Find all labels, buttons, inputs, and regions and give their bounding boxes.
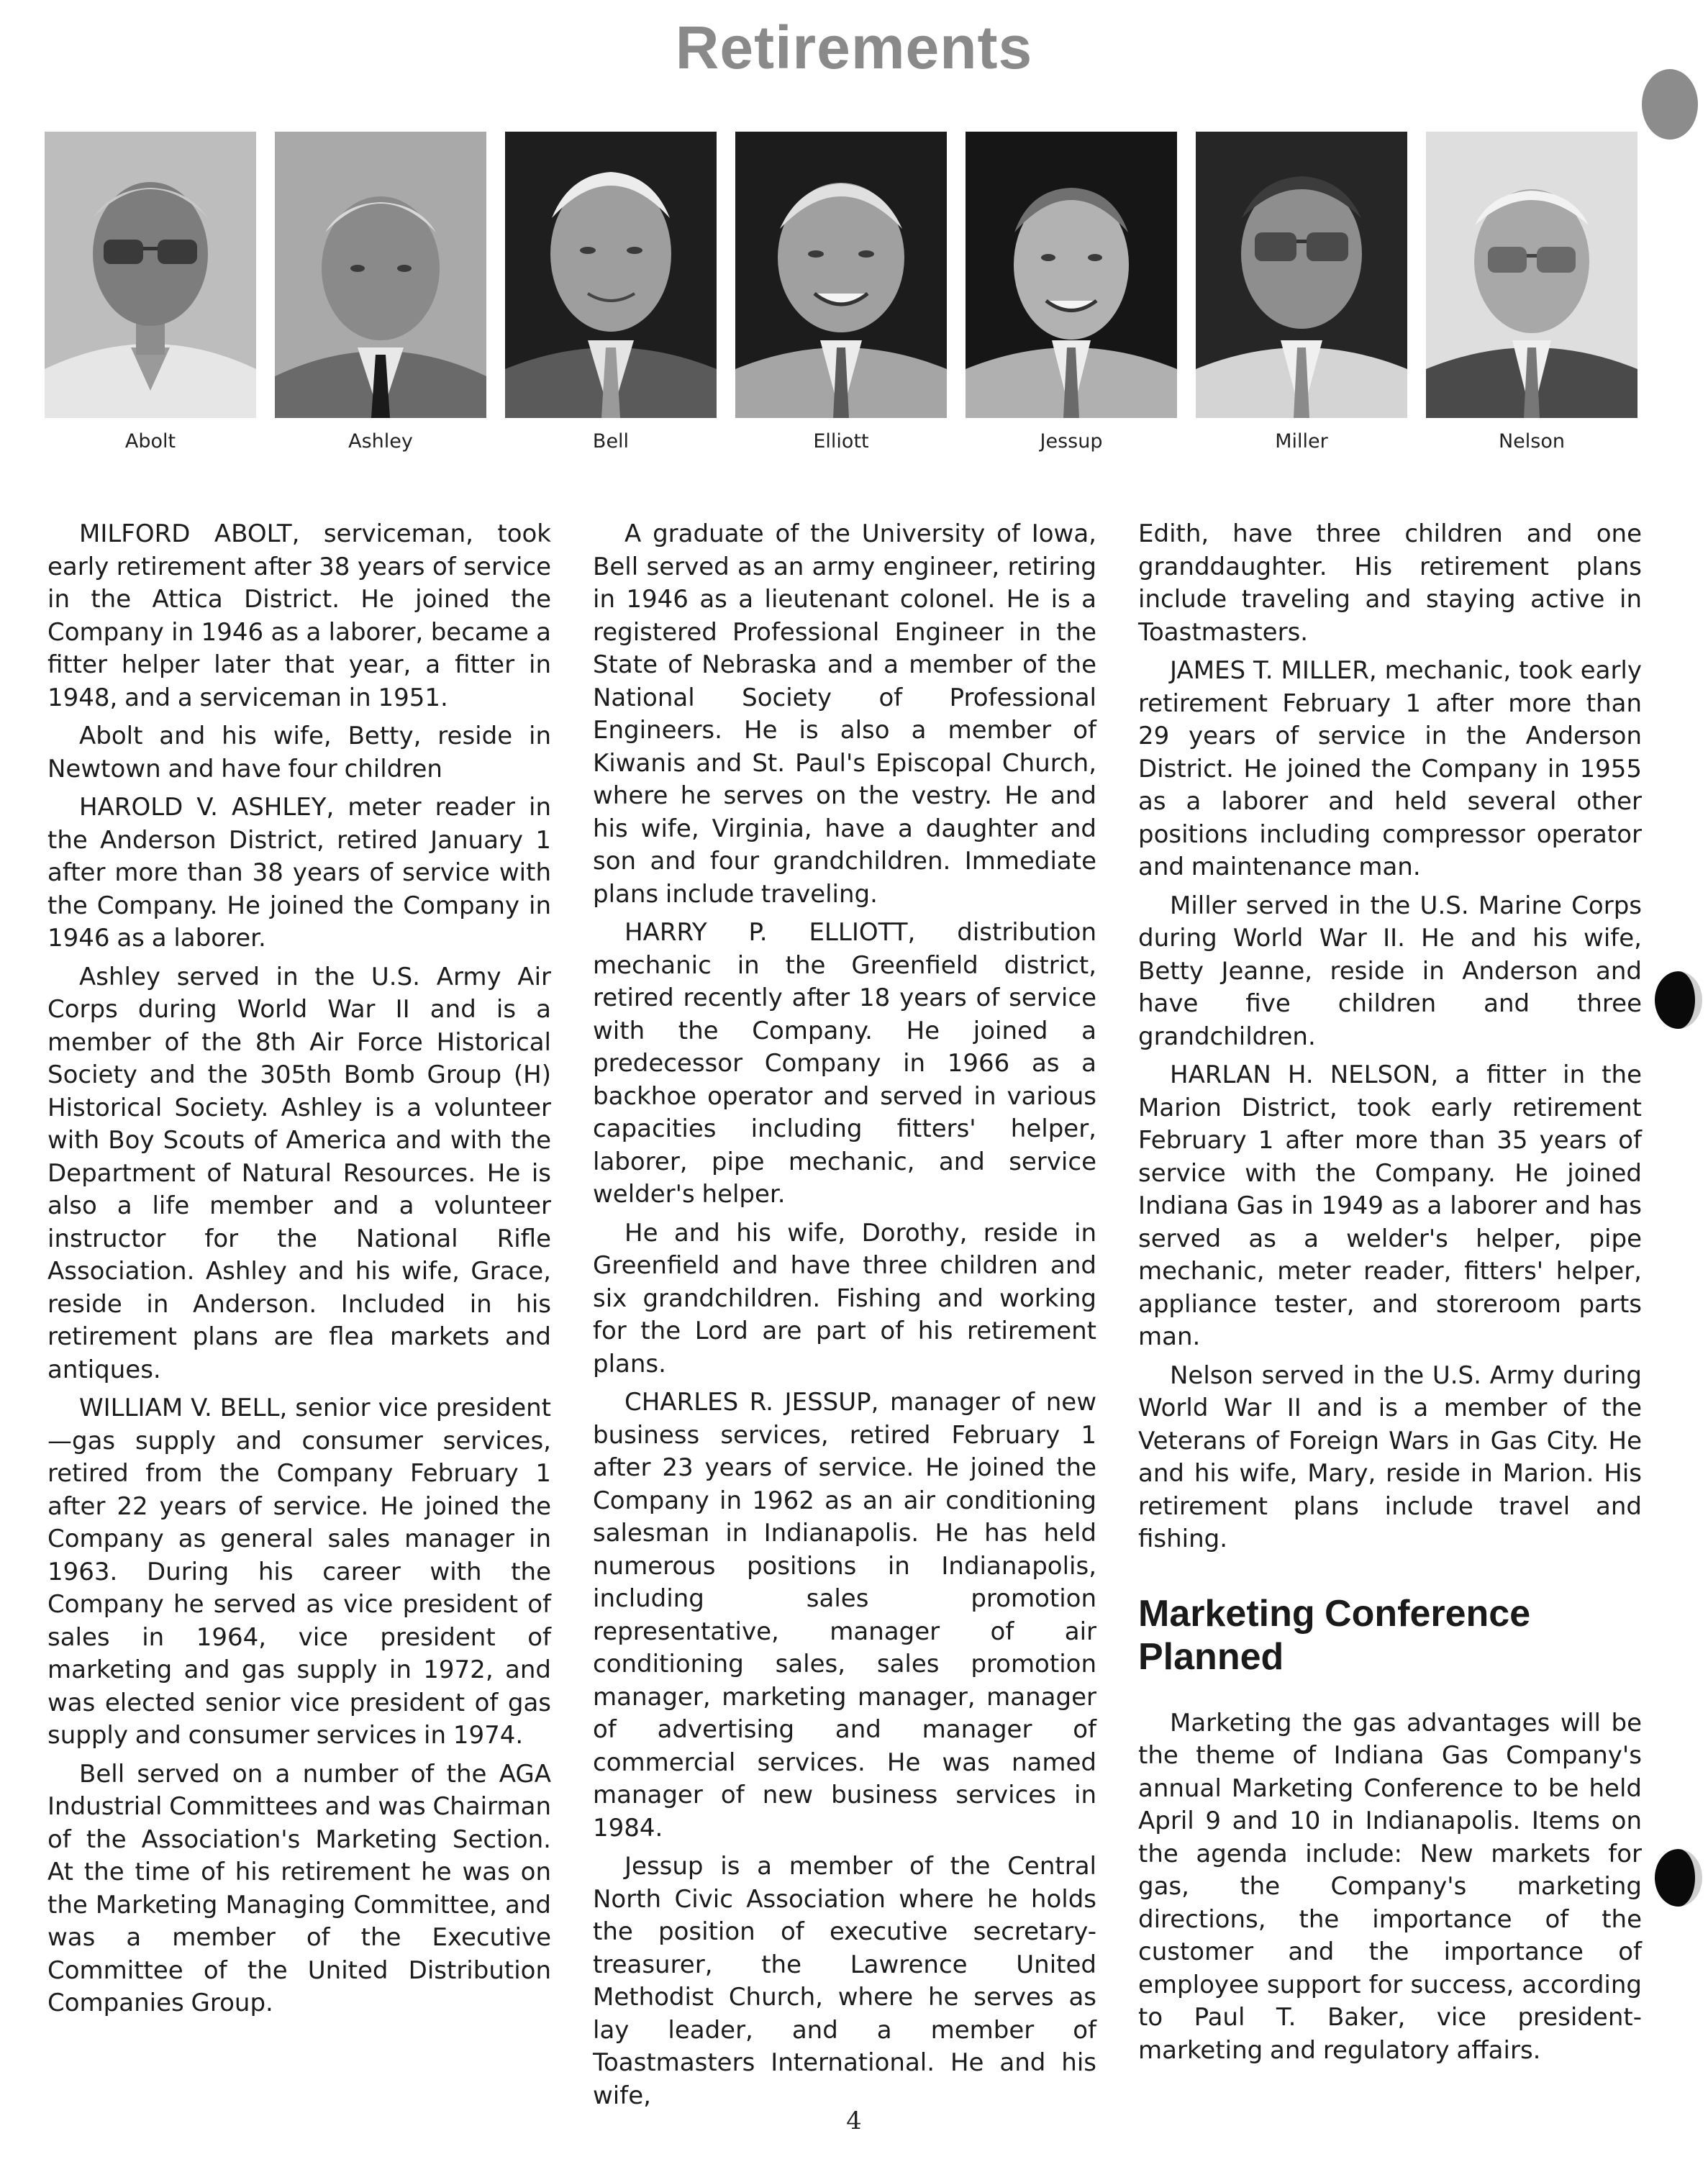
article-paragraph: Miller served in the U.S. Marine Corps during World War II. He and his wife, Betty Jeanne, reside in Anderson and have five children and three grandchildren.: [1138, 891, 1642, 1051]
text-column-3: [1138, 518, 1642, 2067]
photo-caption: Miller: [1275, 430, 1328, 453]
article-paragraph: Jessup is a member of the Central North Civic Association where he holds the position of executive secretary-treasurer, the Lawrence United Methodist Church, where he serves as lay leader, and a member of Toastmasters International. He and his wife,: [593, 1852, 1096, 2110]
portrait-photo: [505, 132, 717, 418]
page-number: 4: [846, 2107, 862, 2135]
punch-hole-icon: [1642, 69, 1698, 140]
portrait-photo: [1196, 132, 1407, 418]
article-paragraph: A graduate of the University of Iowa, Bell served as an army engineer, retiring in 1946 as a lieutenant colonel. He is a registered Professional Engineer in the State of Nebraska and a member of the National Society of Professional Engineers. He is also a member of Kiwanis and St. Paul's Episcopal Church, where he serves on the vestry. He and his wife, Virginia, have a daughter and son and four grandchildren. Immediate plans include traveling.: [593, 519, 1096, 909]
photo-caption: Elliott: [813, 430, 869, 453]
article-paragraph: HARLAN H. NELSON, a fitter in the Marion District, took early retirement February 1 after more than 35 years of service with the Company. He joined Indiana Gas in 1949 as a laborer and has served as a welder's helper, pipe mechanic, meter reader, fitters' helper, appliance tester, and storeroom parts man.: [1138, 1060, 1642, 1351]
article-paragraph: CHARLES R. JESSUP, manager of new business services, retired February 1 after 23 years of service. He joined the Company in 1962 as an air conditioning salesman in Indianapolis. He has held numerous positions in Indianapolis, including sales promotion representative, manager of air conditioning sales, sales promotion manager, marketing manager, manager of advertising and manager of commercial services. He was named manager of new business services in 1984.: [593, 1388, 1096, 1843]
article-paragraph: WILLIAM V. BELL, senior vice president—gas supply and consumer services, retired from the Company February 1 after 22 years of service. He joined the Company as general sales manager in 1963. During his career with the Company he served as vice president of sales in 1964, vice president of marketing and gas supply in 1972, and was elected senior vice president of gas supply and consumer services in 1974.: [47, 1394, 551, 1750]
article-paragraph: MILFORD ABOLT, serviceman, took early retirement after 38 years of service in the Attica District. He joined the Company in 1946 as a laborer, became a fitter helper later that year, a fitter in 1948, and a serviceman in 1951.: [47, 519, 551, 712]
portrait-photo: [735, 132, 947, 418]
page-title: Retirements: [675, 14, 1033, 81]
photo-caption: Jessup: [1040, 430, 1103, 453]
portrait-photo: [45, 132, 256, 418]
article-paragraph: Nelson served in the U.S. Army during World War II and is a member of the Veterans of Foreign Wars in Gas City. He and his wife, Mary, reside in Marion. His retirement plans include travel and fishing.: [1138, 1360, 1642, 1553]
photo-caption: Nelson: [1498, 430, 1565, 453]
article-paragraph: Ashley served in the U.S. Army Air Corps during World War II and is a member of the 8th Air Force Historical Society and the 305th Bomb Group (H) Historical Society. Ashley is a volunteer with Boy Scouts of America and with the Department of Natural Resources. He is also a life member and a volunteer instructor for the National Rifle Association. Ashley and his wife, Grace, reside in Anderson. Included in his retirement plans are flea markets and antiques.: [47, 962, 551, 1384]
text-column-2: [593, 518, 1096, 2118]
article-paragraph: HARRY P. ELLIOTT, distribution mechanic in the Greenfield district, retired recently after 18 years of service with the Company. He joined a predecessor Company in 1966 as a backhoe operator and served in various capacities including fitters' helper, laborer, pipe mechanic, and service welder's helper.: [593, 918, 1096, 1209]
photo-caption: Abolt: [124, 430, 176, 453]
portrait-row: [0, 132, 1708, 419]
portrait-photo: [275, 132, 486, 418]
article-paragraph: Edith, have three children and one granddaughter. His retirement plans include traveling and staying active in Toastmasters.: [1138, 519, 1642, 647]
article-paragraph: Abolt and his wife, Betty, reside in Newtown and have four children: [47, 722, 551, 783]
photo-caption: Ashley: [348, 430, 413, 453]
punch-hole-icon: [1655, 1849, 1702, 1907]
article-paragraph: HAROLD V. ASHLEY, meter reader in the Anderson District, retired January 1 after more than 38 years of service with the Company. He joined the Company in 1946 as a laborer.: [47, 793, 551, 953]
section-heading: Marketing Conference Planned: [1138, 1592, 1531, 1678]
article-paragraph: Marketing the gas advantages will be the theme of Indiana Gas Company's annual Marketing Conference to be held April 9 and 10 in Indianapolis. Items on the agenda include: New markets for gas, the Company's marketing directions, the importance of the customer and the importance of employee support for success, according to Paul T. Baker, vice president-marketing and regulatory affairs.: [1138, 1708, 1642, 2065]
punch-hole-icon: [1655, 971, 1702, 1029]
photo-caption: Bell: [592, 430, 630, 453]
text-column-1: [47, 518, 551, 2026]
article-paragraph: JAMES T. MILLER, mechanic, took early retirement February 1 after more than 29 years of service in the Anderson District. He joined the Company in 1955 as a laborer and held several other positions including compressor operator and maintenance man.: [1138, 656, 1642, 881]
article-paragraph: He and his wife, Dorothy, reside in Greenfield and have three children and six grandchildren. Fishing and working for the Lord are part of his retirement plans.: [593, 1218, 1096, 1378]
portrait-photo: [966, 132, 1177, 418]
portrait-photo: [1426, 132, 1637, 418]
article-paragraph: Bell served on a number of the AGA Industrial Committees and was Chairman of the Association's Marketing Section. At the time of his retirement he was on the Marketing Managing Committee, and was a member of the Executive Committee of the United Distribution Companies Group.: [47, 1759, 551, 2017]
